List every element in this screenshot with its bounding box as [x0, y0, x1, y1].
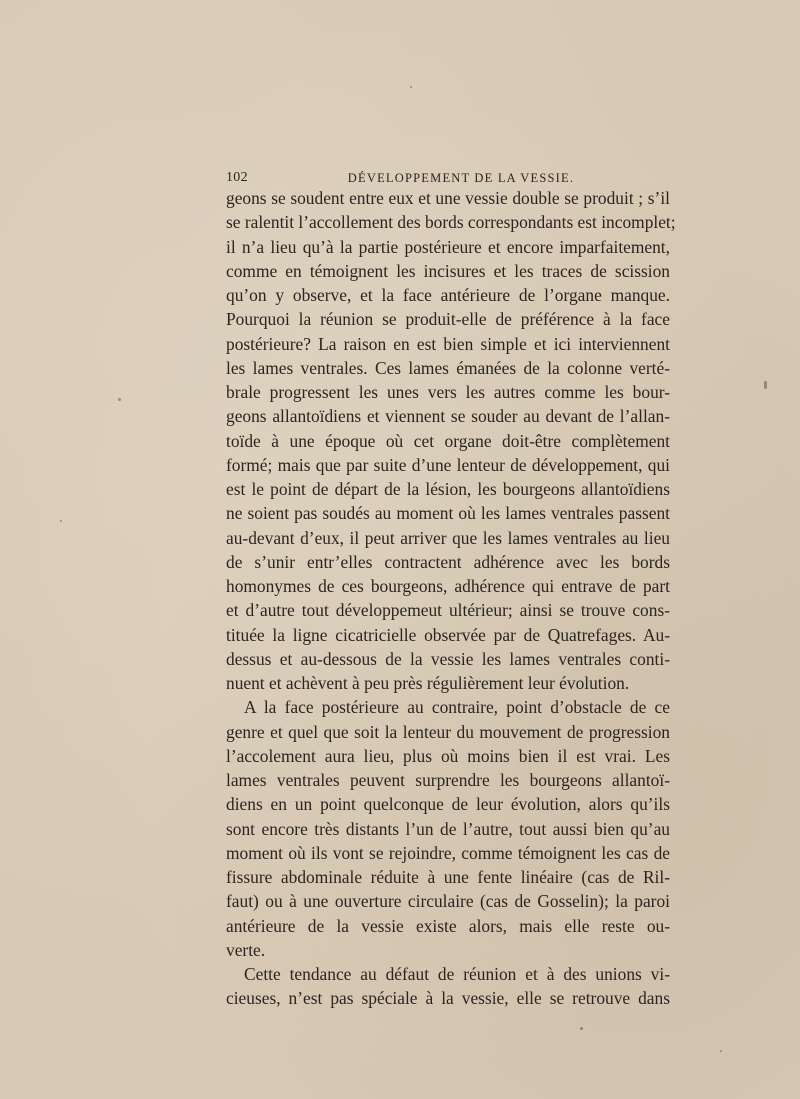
text-line: est le point de départ de la lésion, les bourgeons allantoïdiens — [226, 479, 670, 499]
text-line: de s’unir entr’elles contractent adhérence avec les bords — [226, 551, 670, 572]
running-title: DÉVELOPPEMENT DE LA VESSIE. — [347, 171, 575, 185]
paper-speck — [410, 86, 412, 88]
text-line: moment où ils vont se rejoindre, comme témoignent les cas de — [226, 842, 670, 863]
paper-speck — [118, 398, 121, 401]
text-line: cieuses, n’est pas spéciale à la vessie, elle se retrouve dans — [226, 988, 670, 1009]
text-line: les lames ventrales. Ces lames émanées de la colonne verté- — [226, 357, 670, 378]
text-line: il n’a lieu qu’à la partie postérieure et encore imparfaitement, — [226, 236, 670, 257]
text-line: Cette tendance au défaut de réunion et à des unions vi- — [244, 964, 670, 984]
text-line: comme en témoignent les incisures et les traces de scission — [226, 260, 670, 281]
paper-speck — [764, 381, 767, 389]
text-line: genre et quel que soit la lenteur du mouvement de progression — [226, 721, 670, 742]
paper-speck — [580, 1027, 583, 1030]
text-line: lames ventrales peuvent surprendre les bourgeons allantoï- — [226, 770, 670, 790]
text-line: faut) ou à une ouverture circulaire (cas de Gosselin); la paroi — [226, 891, 670, 912]
text-line: l’accolement aura lieu, plus où moins bien il est vrai. Les — [226, 745, 670, 766]
text-line: nuent et achèvent à peu près régulièrement leur évolution. — [226, 673, 630, 693]
text-line: et d’autre tout développemeut ultérieur; ainsi se trouve cons- — [226, 600, 670, 621]
text-line: homonymes de ces bourgeons, adhérence qui entrave de part — [226, 576, 670, 596]
text-line: antérieure de la vessie existe alors, mais elle reste ou- — [226, 915, 670, 936]
text-line: geons se soudent entre eux et une vessie double se produit ; s’il — [226, 188, 670, 208]
text-line: geons allantoïdiens et viennent se souder au devant de l’allan- — [226, 406, 670, 427]
page-number: 102 — [226, 170, 248, 185]
text-line: se ralentit l’accollement des bords correspondants est incomplet; — [226, 212, 676, 233]
paper-speck — [720, 1050, 722, 1052]
text-line: au-devant d’eux, il peut arriver que les lames ventrales au lieu — [226, 527, 670, 548]
body-text — [226, 186, 676, 1011]
text-line: postérieure? La raison en est bien simple et ici interviennent — [226, 333, 670, 354]
text-line: diens en un point quelconque de leur évolution, alors qu’ils — [226, 794, 670, 815]
text-line: formé; mais que par suite d’une lenteur de développement, qui — [226, 454, 670, 475]
text-line: ne soient pas soudés au moment où les lames ventrales passent — [226, 503, 670, 524]
text-line: A la face postérieure au contraire, point d’obstacle de ce — [244, 697, 670, 718]
text-line: sont encore très distants l’un de l’autre, tout aussi bien qu’au — [226, 818, 670, 839]
text-line: toïde à une époque où cet organe doit-être complètement — [226, 430, 670, 451]
text-line: dessus et au-dessous de la vessie les lames ventrales conti- — [226, 648, 670, 669]
text-line: fissure abdominale réduite à une fente linéaire (cas de Ril- — [226, 867, 670, 887]
text-line: brale progressent les unes vers les autres comme les bour- — [226, 382, 670, 402]
text-line: qu’on y observe, et la face antérieure de l’organe manque. — [226, 285, 670, 305]
text-line: verte. — [226, 939, 266, 960]
paper-speck — [60, 520, 62, 522]
text-line: Pourquoi la réunion se produit-elle de préférence à la face — [226, 309, 670, 330]
text-line: tituée la ligne cicatricielle observée par de Quatrefages. Au- — [226, 624, 670, 645]
